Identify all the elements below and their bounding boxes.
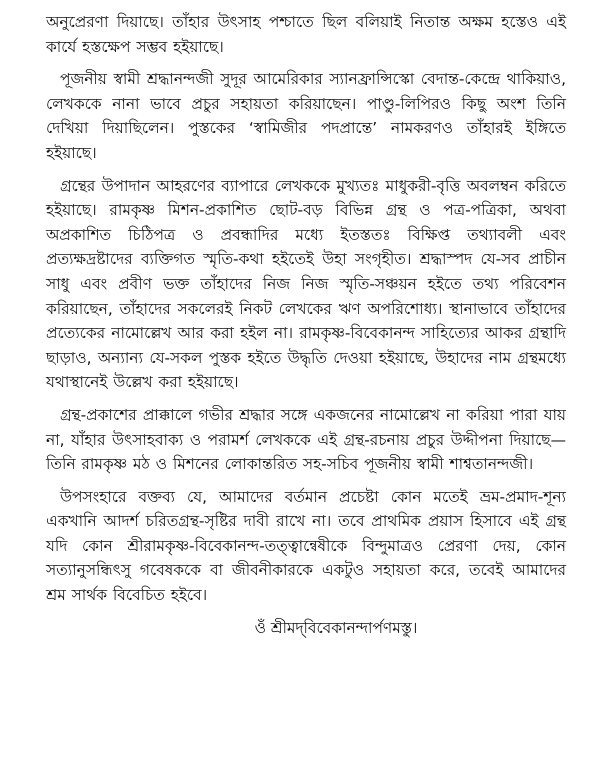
paragraph-1: অনুপ্রেরণা দিয়াছে। তাঁহার উৎসাহ পশ্চাতে ছিল বলিয়াই নিতান্ত অক্ষম হস্তেও এই কার্যে হস্তক্ষেপ সম্ভব হইয়াছে। xyxy=(46,13,566,56)
closing-dedication: ওঁ শ্রীমদ্‌বিবেকানন্দার্পণমস্তু। xyxy=(254,618,418,637)
paragraph-2: পূজনীয় স্বামী শ্রদ্ধানন্দজী সুদূর আমেরিকার স্যানফ্রান্সিস্কো বেদান্ত-কেন্দ্রে থাকিয়াও, লেখককে নানা ভাবে প্রচুর সহায়তা করিয়াছেন। পাণ্ডু-লিপিরও কিছু অংশ তিনি দেখিয়া দিয়াছিলেন। পুস্তকের ‘স্বামিজীর পদপ্রান্তে’ নামকরণও তাঁহারই ইঙ্গিতে হইয়াছে। xyxy=(46,70,566,162)
paragraph-4: গ্রন্থ-প্রকাশের প্রাক্কালে গভীর শ্রদ্ধার সঙ্গে একজনের নামোল্লেখ না করিয়া পারা যায় না, যাঁহার উৎসাহবাক্য ও পরামর্শ লেখককে এই গ্রন্থ-রচনায় প্রচুর উদ্দীপনা দিয়াছে—তিনি রামকৃষ্ণ মঠ ও মিশনের লোকান্তরিত সহ-সচিব পূজনীয় স্বামী শাশ্বতানন্দজী। xyxy=(46,405,566,474)
paragraph-3: গ্রন্থের উপাদান আহরণের ব্যাপারে লেখককে মুখ্যতঃ মাধুকরী-বৃত্তি অবলম্বন করিতে হইয়াছে। রামকৃষ্ণ মিশন-প্রকাশিত ছোট-বড় বিভিন্ন গ্রন্থ ও পত্র-পত্রিকা, অথবা অপ্রকাশিত চিঠিপত্র ও প্রবন্ধাদির মধ্যে ইতস্ততঃ বিক্ষিপ্ত তথ্যাবলী এবং প্রত্যক্ষদ্রষ্টাদের ব্যক্তিগত স্মৃতি-কথা হইতেই উহা সংগৃহীত। শ্রদ্ধাস্পদ যে-সব প্রাচীন সাধু এবং প্রবীণ ভক্ত তাঁহাদের নিজ নিজ স্মৃতি-সঞ্চয়ন হইতে তথ্য পরিবেশন করিয়াছেন, তাঁহাদের সকলেরই নিকট লেখকের ঋণ অপরিশোধ্য। স্থানাভাবে তাঁহাদের প্রত্যেকের নামোল্লেখ আর করা হইল না। রামকৃষ্ণ-বিবেকানন্দ সাহিত্যের আকর গ্রন্থাদি ছাড়াও, অন্যান্য যে-সকল পুস্তক হইতে উদ্ধৃতি দেওয়া হইয়াছে, উহাদের নাম গ্রন্থমধ্যে যথাস্থানেই উল্লেখ করা হইয়াছে। xyxy=(46,176,566,392)
paragraph-5: উপসংহারে বক্তব্য যে, আমাদের বর্তমান প্রচেষ্টা কোন মতেই ভ্রম-প্রমাদ-শূন্য একখানি আদর্শ চরিতগ্রন্থ-সৃষ্টির দাবী রাখে না। তবে প্রাথমিক প্রয়াস হিসাবে এই গ্রন্থ যদি কোন শ্রীরামকৃষ্ণ-বিবেকানন্দ-তত্ত্বান্বেষীকে বিন্দুমাত্রও প্রেরণা দেয়, কোন সত্যানুসন্ধিৎসু গবেষককে বা জীবনীকারকে একটুও সহায়তা করে, তবেই আমাদের শ্রম সার্থক বিবেচিত হইবে। xyxy=(46,487,566,605)
